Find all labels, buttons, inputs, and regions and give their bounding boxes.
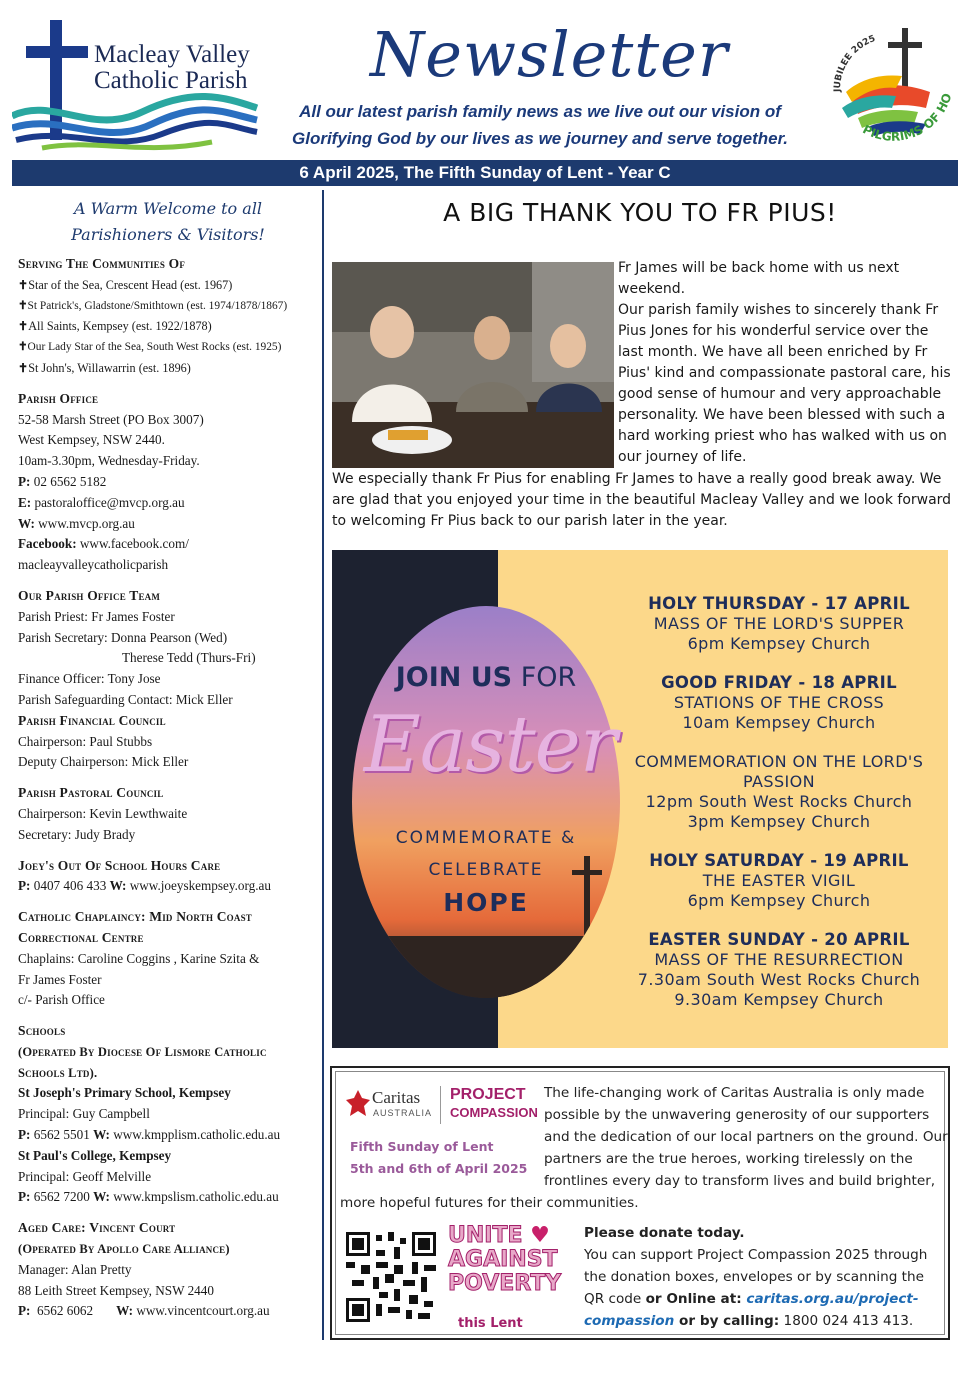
- financial-council-section: Parish Financial Council Chairperson: Paul Stubbs Deputy Chairperson: Mick Eller: [18, 711, 318, 773]
- office-website[interactable]: W: www.mvcp.org.au: [18, 515, 135, 531]
- section-title: Joey's Out Of School Hours Care: [18, 857, 221, 873]
- easter-word: Easter: [363, 700, 617, 790]
- welcome-message: A Warm Welcome to all Parishioners & Visitors!: [71, 199, 265, 244]
- parish-office-section: Parish Office 52-58 Marsh Street (PO Box 3007) West Kempsey, NSW 2440. 10am-3.30pm, Wednesday-Friday. P: 02 6562 5182 E: pastoraloffice@mvcp.org.au W: www.mvcp.org.au Facebook: www.facebook.com/ macleayvalleycatholicparish: [18, 389, 318, 576]
- jubilee-cross-icon: [822, 22, 962, 154]
- list-item: ✝Our Lady Star of the Sea, South West Rocks (est. 1925): [18, 341, 282, 354]
- section-title: Parish Financial Council: [18, 712, 166, 728]
- section-title: Parish Pastoral Council: [18, 785, 164, 801]
- pastoral-council-section: Parish Pastoral Council Chairperson: Kevin Lewthwaite Secretary: Judy Brady: [18, 783, 318, 845]
- section-title: Our Parish Office Team: [18, 587, 161, 603]
- group-photo-icon: [332, 262, 614, 468]
- list-item: ✝St Patrick's, Gladstone/Smithtown (est. 1974/1878/1867): [18, 299, 288, 312]
- article-title: A BIG THANK YOU TO FR PIUS!: [443, 198, 837, 227]
- project-compassion-logo: PROJECT COMPASSION: [450, 1086, 538, 1120]
- qr-code[interactable]: [346, 1232, 436, 1322]
- fr-pius-photo: [332, 262, 614, 468]
- office-team-section: Our Parish Office Team Parish Priest: Fr James Foster Parish Secretary: Donna Pearson (Wed) Therese Tedd (Thurs-Fri) Finance Officer: Tony Jose Parish Safeguarding Contact: Mick Eller: [18, 586, 318, 711]
- schools-section: Schools (Operated By Diocese Of Lismore Catholic Schools Ltd). St Joseph's Primary School, Kempsey Principal: Guy Campbell P: 6562 5501 W: www.kmpplism.catholic.edu.au St Paul's College, Kempsey Principal: Geoff Melville P: 6562 7200 W: www.kmpslism.catholic.edu.au: [18, 1021, 318, 1208]
- hope-text: HOPE: [443, 888, 529, 917]
- cross-icon: ✝: [18, 299, 28, 312]
- newsletter-header: [0, 0, 976, 160]
- joeys-section: Joey's Out Of School Hours Care P: 0407 406 433 W: www.joeyskempsey.org.au: [18, 856, 318, 898]
- newsletter-title: Newsletter: [370, 18, 729, 91]
- sidebar: [18, 196, 318, 1332]
- newsletter-tagline: All our latest parish family news as we live out our vision of Glorifying God by our lives as we journey and serve together.: [292, 102, 788, 148]
- schedule-item: HOLY SATURDAY - 19 APRIL THE EASTER VIGIL 6pm Kempsey Church: [649, 851, 909, 910]
- heart-icon: ♥: [530, 1223, 550, 1248]
- section-title: Aged Care: Vincent Court: [18, 1220, 176, 1236]
- column-divider: [322, 190, 324, 1340]
- section-title: Catholic Chaplaincy: Mid North Coast: [18, 909, 252, 925]
- easter-schedule: [614, 594, 944, 1029]
- caritas-box: [330, 1066, 950, 1340]
- donate-section: Please donate today. You can support Project Compassion 2025 through the donation boxes, envelopes or by scanning the QR code or Online at: caritas.org.au/project-compassion or by calling: 1800 024 413 413.: [584, 1225, 928, 1329]
- chaplaincy-section: Catholic Chaplaincy: Mid North Coast Correctional Centre Chaplains: Caroline Coggins , Karine Szita & Fr James Foster c/- Parish Office: [18, 907, 318, 1011]
- parish-logo: [12, 16, 262, 156]
- commemorate-text: COMMEMORATE & CELEBRATE: [395, 828, 577, 880]
- section-title: Serving The Communities Of: [18, 256, 186, 271]
- list-item: ✝St John's, Willawarrin (est. 1896): [18, 360, 191, 375]
- office-email[interactable]: E: pastoraloffice@mvcp.org.au: [18, 494, 185, 510]
- communities-section: [18, 254, 318, 379]
- office-phone: P: 02 6562 5182: [18, 473, 107, 489]
- schedule-item: EASTER SUNDAY - 20 APRIL MASS OF THE RESURRECTION 7.30am South West Rocks Church 9.30am Kempsey Church: [637, 930, 921, 1009]
- article-body-top: Fr James will be back home with us next weekend. Our parish family wishes to sincerely thank Fr Pius Jones for his wonderful service over the last month. We have all been enriched by Fr Pius' kind and compassionate pastoral care, his good sense of humour and very approachable personality. We have been blessed with such a hard working priest who has walked with us on our journey of life.: [618, 260, 951, 465]
- cross-icon: ✝: [18, 277, 29, 292]
- cross-icon: ✝: [18, 319, 29, 334]
- join-us-heading: JOIN US FOR: [395, 662, 577, 693]
- pilgrims-text: PILGRIMS OF HO: [860, 91, 955, 144]
- qr-code-icon: [346, 1232, 436, 1322]
- list-item: ✝Star of the Sea, Crescent Head (est. 1967): [18, 277, 233, 292]
- easter-schedule-panel: [332, 550, 948, 1048]
- cross-icon: ✝: [18, 341, 28, 354]
- article-body-bottom: We especially thank Fr Pius for enabling Fr James to have a really good break away. We are glad that you enjoyed your time in the beautiful Macleay Valley and we look forward to welcoming Fr Pius back to our parish later in the year.: [332, 471, 952, 529]
- schedule-item: HOLY THURSDAY - 17 APRIL MASS OF THE LORD'S SUPPER 6pm Kempsey Church: [648, 594, 910, 653]
- caritas-text: The life-changing work of Caritas Australia is only made possible by the unwavering generosity of our supporters and the dedication of our local partners on the ground. Our partners are the true heroes, working tirelessly on the frontlines every day to transform lives and build brighter,: [544, 1085, 948, 1189]
- caritas-text-continued: more hopeful futures for their communities.: [340, 1195, 639, 1211]
- schedule-item: COMMEMORATION ON THE LORD'S PASSION 12pm South West Rocks Church 3pm Kempsey Church: [634, 752, 924, 831]
- jubilee-logo: [822, 22, 962, 154]
- schedule-item: GOOD FRIDAY - 18 APRIL STATIONS OF THE CROSS 10am Kempsey Church: [661, 673, 897, 732]
- caritas-flame-icon: [346, 1090, 370, 1120]
- unite-against-poverty-logo: UNITE ♥ AGAINST POVERTY this Lent: [448, 1223, 562, 1331]
- section-title: Parish Office: [18, 390, 99, 406]
- section-title: Schools: [18, 1023, 66, 1039]
- cross-icon: ✝: [18, 360, 29, 375]
- date-bar: 6 April 2025, The Fifth Sunday of Lent - Year C: [12, 160, 958, 186]
- aged-care-section: Aged Care: Vincent Court (Operated By Apollo Care Alliance) Manager: Alan Pretty 88 Leith Street Kempsey, NSW 2440 P: 6562 6062 W: www.vincentcourt.org.au: [18, 1218, 318, 1322]
- office-facebook[interactable]: Facebook: www.facebook.com/: [18, 536, 189, 552]
- caritas-logo: Caritas AUSTRALIA PROJECT COMPASSION: [346, 1086, 536, 1126]
- parish-name: Macleay Valley Catholic Parish: [94, 41, 250, 94]
- jubilee-text: JUBILEE 2025: [832, 33, 877, 93]
- list-item: ✝All Saints, Kempsey (est. 1922/1878): [18, 319, 212, 334]
- fifth-sunday-text: Fifth Sunday of Lent 5th and 6th of April 2025: [350, 1139, 528, 1176]
- donate-link[interactable]: caritas.org.au/project-compassion: [584, 1291, 919, 1329]
- caritas-inner: [335, 1071, 948, 1335]
